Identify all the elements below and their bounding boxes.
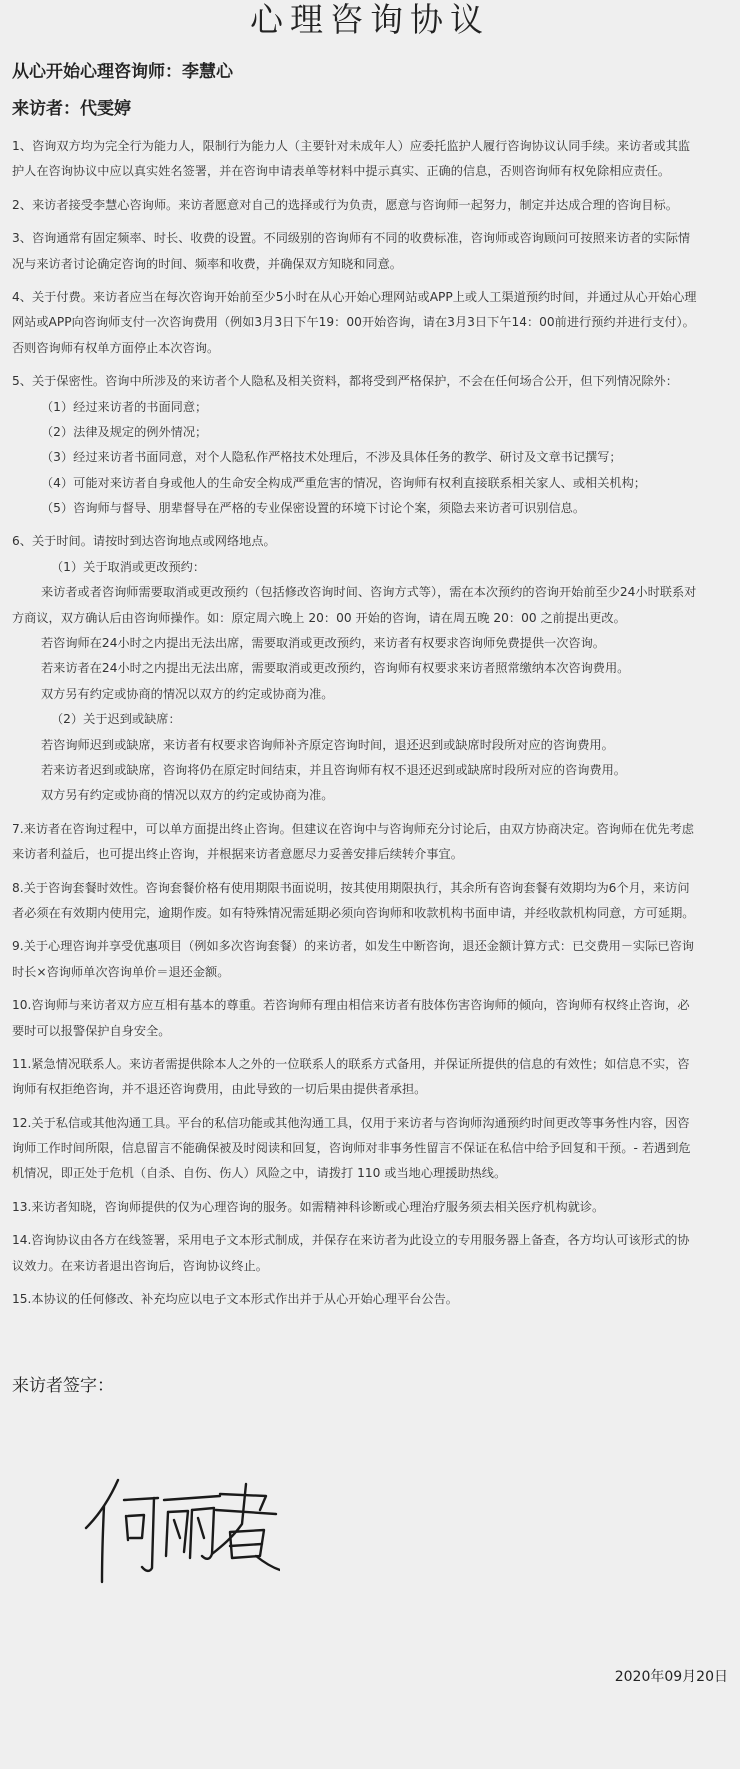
clause-11 — [12, 1052, 730, 1103]
clause-line: 时长×咨询师单次咨询单价＝退还金额。 — [12, 964, 230, 979]
clause-line: 况与来访者讨论确定咨询的时间、频率和收费，并确保双方知晓和同意。 — [12, 256, 402, 271]
handwritten-signature — [80, 1468, 280, 1598]
clause-line: 8.关于咨询套餐时效性。咨询套餐价格有使用期限书面说明，按其使用期限执行，其余所有咨询套餐有效期均为6个月，来访问 — [12, 880, 690, 895]
clause-line: 4、关于付费。来访者应当在每次咨询开始前至少5小时在从心开始心理网站或APP上或人工渠道预约时间，并通过从心开始心理 — [12, 289, 697, 304]
clause-line: 议效力。在来访者退出咨询后，咨询协议终止。 — [12, 1258, 268, 1273]
clause-12 — [12, 1111, 730, 1187]
clause-line: 者必须在有效期内使用完，逾期作废。如有特殊情况需延期必须向咨询师和收款机构书面申请，并经收款机构同意，方可延期。 — [12, 905, 695, 920]
cancel-heading: （1）关于取消或更改预约： — [51, 559, 206, 574]
clause-line: 14.咨询协议由各方在线签署，采用电子文本形式制成，并保存在来访者为此设立的专用服务器上备查，各方均认可该形式的协 — [12, 1233, 690, 1248]
cancel-line: 方商议，双方确认后由咨询师操作。如：原定周六晚上 20：00 开始的咨询，请在周五晚 20：00 之前提出更改。 — [12, 610, 626, 625]
clause-line: 要时可以报警保护自身安全。 — [12, 1023, 171, 1038]
clause-line: 12.关于私信或其他沟通工具。平台的私信功能或其他沟通工具，仅用于来访者与咨询师沟通预约时间更改等事务性内容，因咨 — [12, 1115, 690, 1130]
cancel-line: 若来访者在24小时之内提出无法出席，需要取消或更改预约，咨询师有权要求来访者照常缴纳本次咨询费用。 — [41, 661, 630, 676]
clause-line: 5、关于保密性。咨询中所涉及的来访者个人隐私及相关资料，都将受到严格保护，不会在任何场合公开，但下列情况除外： — [12, 374, 678, 389]
clause-line: 11.紧急情况联系人。来访者需提供除本人之外的一位联系人的联系方式备用，并保证所提供的信息的有效性；如信息不实，咨 — [12, 1056, 690, 1071]
confidentiality-item: （5）咨询师与督导、朋辈督导在严格的专业保密设置的环境下讨论个案，须隐去来访者可识别信息。 — [41, 501, 586, 516]
clause-3 — [12, 226, 730, 277]
cancel-line: 双方另有约定或协商的情况以双方的约定或协商为准。 — [41, 686, 334, 701]
signing-date: 2020年09月20日 — [614, 1669, 728, 1685]
clause-8 — [12, 876, 730, 927]
clause-7 — [12, 817, 730, 868]
confidentiality-item: （2）法律及规定的例外情况； — [41, 424, 208, 439]
clause-line: 询师有权拒绝咨询，并不退还咨询费用，由此导致的一切后果由提供者承担。 — [12, 1082, 427, 1097]
clause-line: 7.来访者在咨询过程中，可以单方面提出终止咨询。但建议在咨询中与咨询师充分讨论后，由双方协商决定。咨询师在优先考虑 — [12, 821, 694, 836]
cancel-line: 来访者或者咨询师需要取消或更改预约（包括修改咨询时间、咨询方式等），需在本次预约的咨询开始前至少24小时联系对 — [41, 585, 697, 600]
late-heading: （2）关于迟到或缺席： — [51, 712, 181, 727]
clause-line: 13.来访者知晓，咨询师提供的仅为心理咨询的服务。如需精神科诊断或心理治疗服务须去相关医疗机构就诊。 — [12, 1199, 605, 1214]
clause-line: 网站或APP向咨询师支付一次咨询费用（例如3月3日下午19：00开始咨询，请在3月3日下午14：00前进行预约并进行支付）。 — [12, 315, 695, 330]
clause-line: 来访者利益后，也可提出终止咨询，并根据来访者意愿尽力妥善安排后续转介事宜。 — [12, 847, 463, 862]
confidentiality-item: （4）可能对来访者自身或他人的生命安全构成严重危害的情况，咨询师有权利直接联系相关家人、或相关机构； — [41, 475, 646, 490]
cancel-line: 若咨询师在24小时之内提出无法出席，需要取消或更改预约，来访者有权要求咨询师免费提供一次咨询。 — [41, 636, 605, 651]
clause-line: 9.关于心理咨询并享受优惠项目（例如多次咨询套餐）的来访者，如发生中断咨询，退还金额计算方式：已交费用－实际已咨询 — [12, 939, 694, 954]
clause-14 — [12, 1228, 730, 1279]
clause-line: 6、关于时间。请按时到达咨询地点或网络地点。 — [12, 534, 276, 549]
clause-line: 3、咨询通常有固定频率、时长、收费的设置。不同级别的咨询师有不同的收费标准，咨询师或咨询顾问可按照来访者的实际情 — [12, 231, 691, 246]
clause-4 — [12, 285, 730, 361]
late-line: 若来访者迟到或缺席，咨询将仍在原定时间结束，并且咨询师有权不退还迟到或缺席时段所对应的咨询费用。 — [41, 762, 626, 777]
clause-line: 护人在咨询协议中应以真实姓名签署，并在咨询申请表单等材料中提示真实、正确的信息，否则咨询师有权免除相应责任。 — [12, 164, 671, 179]
late-line: 若咨询师迟到或缺席，来访者有权要求咨询师补齐原定咨询时间，退还迟到或缺席时段所对应的咨询费用。 — [41, 737, 614, 752]
clause-6 — [12, 529, 730, 808]
clause-line: 询师工作时间所限，信息留言不能确保被及时阅读和回复，咨询师对非事务性留言不保证在私信中给予回复和干预。- 若遇到危 — [12, 1141, 691, 1156]
client-line: 来访者：代雯婷 — [12, 99, 131, 119]
clause-15 — [12, 1287, 730, 1312]
clause-5 — [12, 369, 730, 521]
late-line: 双方另有约定或协商的情况以双方的约定或协商为准。 — [41, 788, 334, 803]
counselor-line: 从心开始心理咨询师：李慧心 — [12, 62, 233, 82]
clause-line: 否则咨询师有权单方面停止本次咨询。 — [12, 340, 220, 355]
clause-line: 10.咨询师与来访者双方应互相有基本的尊重。若咨询师有理由相信来访者有肢体伤害咨询师的倾向，咨询师有权终止咨询，必 — [12, 998, 690, 1013]
clause-line: 2、来访者接受李慧心咨询师。来访者愿意对自己的选择或行为负责，愿意与咨询师一起努力，制定并达成合理的咨询目标。 — [12, 197, 678, 212]
signature-label: 来访者签字： — [12, 1376, 114, 1396]
clause-line: 1、咨询双方均为完全行为能力人，限制行为能力人（主要针对未成年人）应委托监护人履行咨询协议认同手续。来访者或其监 — [12, 139, 691, 153]
page-title: 心理咨询协议 — [250, 0, 490, 39]
agreement-clauses — [12, 134, 730, 1320]
clause-1 — [12, 134, 730, 185]
clause-line: 15.本协议的任何修改、补充均应以电子文本形式作出并于从心开始心理平台公告。 — [12, 1292, 458, 1307]
clause-13 — [12, 1195, 730, 1220]
clause-10 — [12, 993, 730, 1044]
confidentiality-item: （1）经过来访者的书面同意； — [41, 399, 208, 414]
clause-line: 机情况，即正处于危机（自杀、自伤、伤人）风险之中，请拨打 110 或当地心理援助热线。 — [12, 1166, 507, 1181]
clause-2 — [12, 193, 730, 218]
confidentiality-item: （3）经过来访者书面同意，对个人隐私作严格技术处理后，不涉及具体任务的教学、研讨及文章书记撰写； — [41, 450, 622, 465]
clause-9 — [12, 934, 730, 985]
